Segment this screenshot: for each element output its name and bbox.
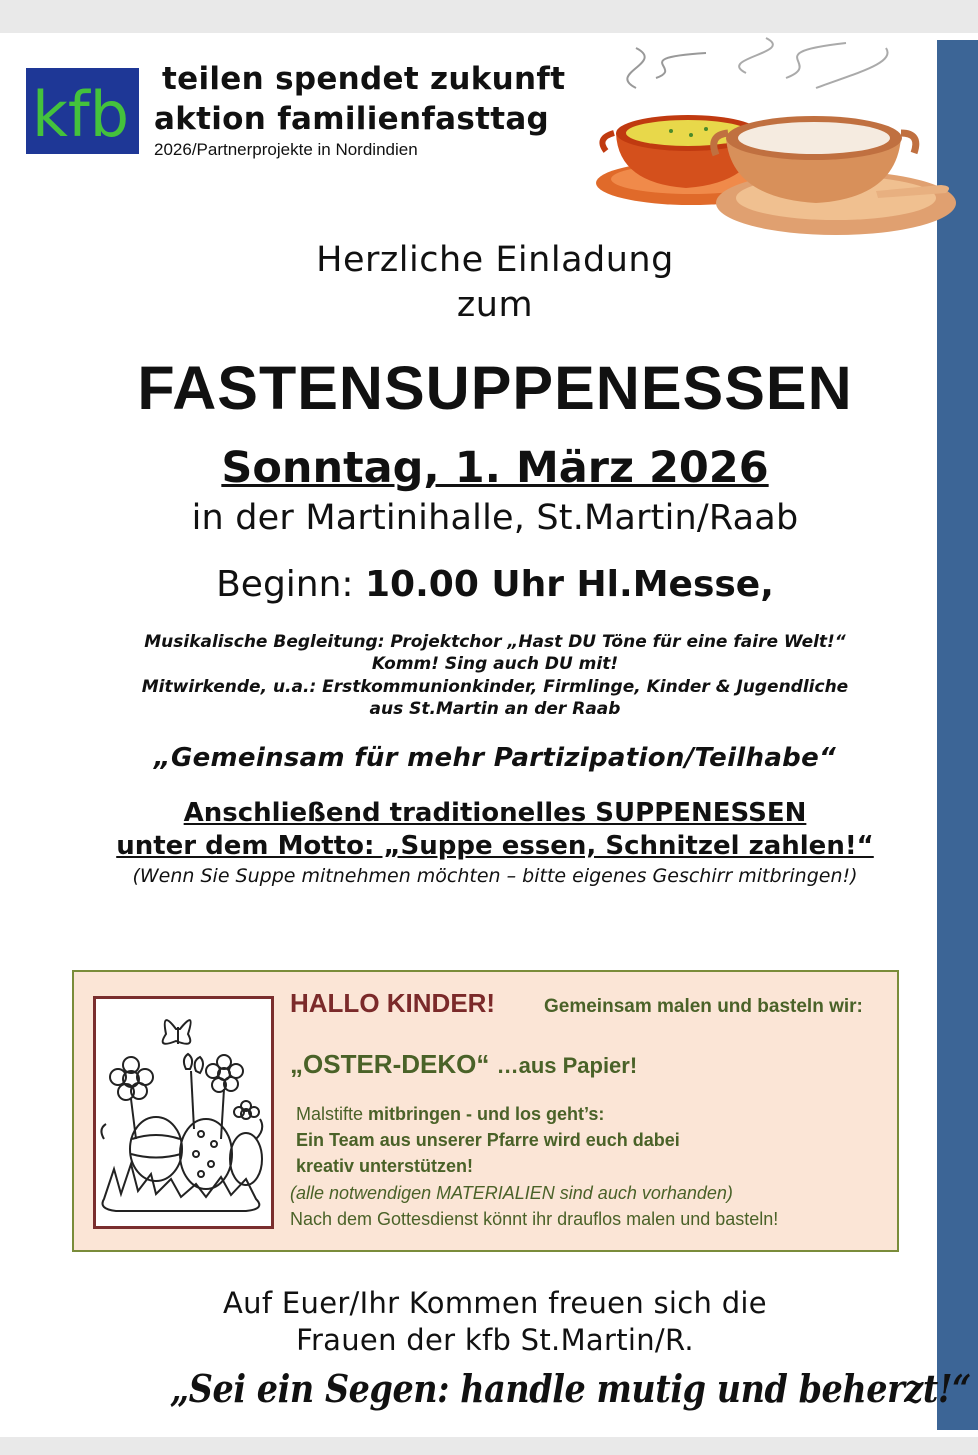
kids-line-part: Malstifte: [296, 1104, 369, 1124]
dishes-note: (Wenn Sie Suppe mitnehmen möchten – bitte eigenes Geschirr mitbringen!): [132, 865, 858, 887]
kids-heading: HALLO KINDER!: [290, 988, 496, 1018]
soup-meal-line: Anschließend traditionelles SUPPENESSEN: [183, 798, 807, 828]
event-title: FASTENSUPPENESSEN: [137, 354, 853, 422]
closing-line: Auf Euer/Ihr Kommen freuen sich die: [223, 1286, 767, 1320]
kids-subheading: Gemeinsam malen und basteln wir:: [544, 996, 863, 1017]
kids-line: [296, 1104, 604, 1125]
kfb-logo-text: kfb: [32, 78, 130, 151]
header-project: 2026/Partnerprojekte in Nordindien: [154, 140, 418, 159]
invitation-line: Herzliche Einladung: [316, 240, 674, 280]
blessing-quote: „Sei ein Segen: handle mutig und beherzt!“: [170, 1366, 971, 1411]
kids-line: Nach dem Gottesdienst könnt ihr drauflos malen und basteln!: [290, 1209, 779, 1229]
kids-line: kreativ unterstützen!: [296, 1156, 474, 1176]
kfb-logo: [26, 68, 139, 154]
invitation-line-zum: zum: [456, 285, 534, 325]
theme-motto: „Gemeinsam für mehr Partizipation/Teilhabe“: [153, 743, 837, 773]
flyer-page: [0, 33, 978, 1437]
deko-suffix: …aus Papier!: [496, 1053, 638, 1078]
deko-label: „OSTER-DEKO“: [290, 1049, 497, 1079]
kids-line-bold: mitbringen - und los geht’s:: [368, 1104, 605, 1124]
kids-box: [72, 970, 899, 1252]
kids-line: Ein Team aus unserer Pfarre wird euch dabei: [296, 1130, 680, 1150]
event-begin: [0, 564, 978, 605]
music-line: Musikalische Begleitung: Projektchor „Hast DU Töne für eine faire Welt!“: [144, 632, 846, 652]
header-slogan: teilen spendet zukunft: [162, 61, 566, 97]
begin-label: Beginn:: [216, 564, 365, 605]
event-date: Sonntag, 1. März 2026: [221, 443, 769, 493]
soup-motto-line: unter dem Motto: „Suppe essen, Schnitzel zahlen!“: [116, 831, 874, 861]
easter-coloring-image: [93, 996, 274, 1229]
kids-materials-note: (alle notwendigen MATERIALIEN sind auch vorhanden): [290, 1183, 733, 1203]
closing-signature: Frauen der kfb St.Martin/R.: [296, 1323, 694, 1357]
music-line: Komm! Sing auch DU mit!: [371, 654, 619, 674]
event-place: in der Martinihalle, St.Martin/Raab: [191, 498, 799, 538]
soup-bowls-illustration: [596, 33, 956, 243]
begin-value: 10.00 Uhr Hl.Messe,: [365, 564, 774, 605]
participants-line: aus St.Martin an der Raab: [369, 699, 621, 719]
participants-line: Mitwirkende, u.a.: Erstkommunionkinder, Firmlinge, Kinder & Jugendliche: [141, 677, 849, 697]
header-campaign: aktion familienfasttag: [154, 101, 550, 137]
easter-deco-title: [290, 1049, 637, 1080]
